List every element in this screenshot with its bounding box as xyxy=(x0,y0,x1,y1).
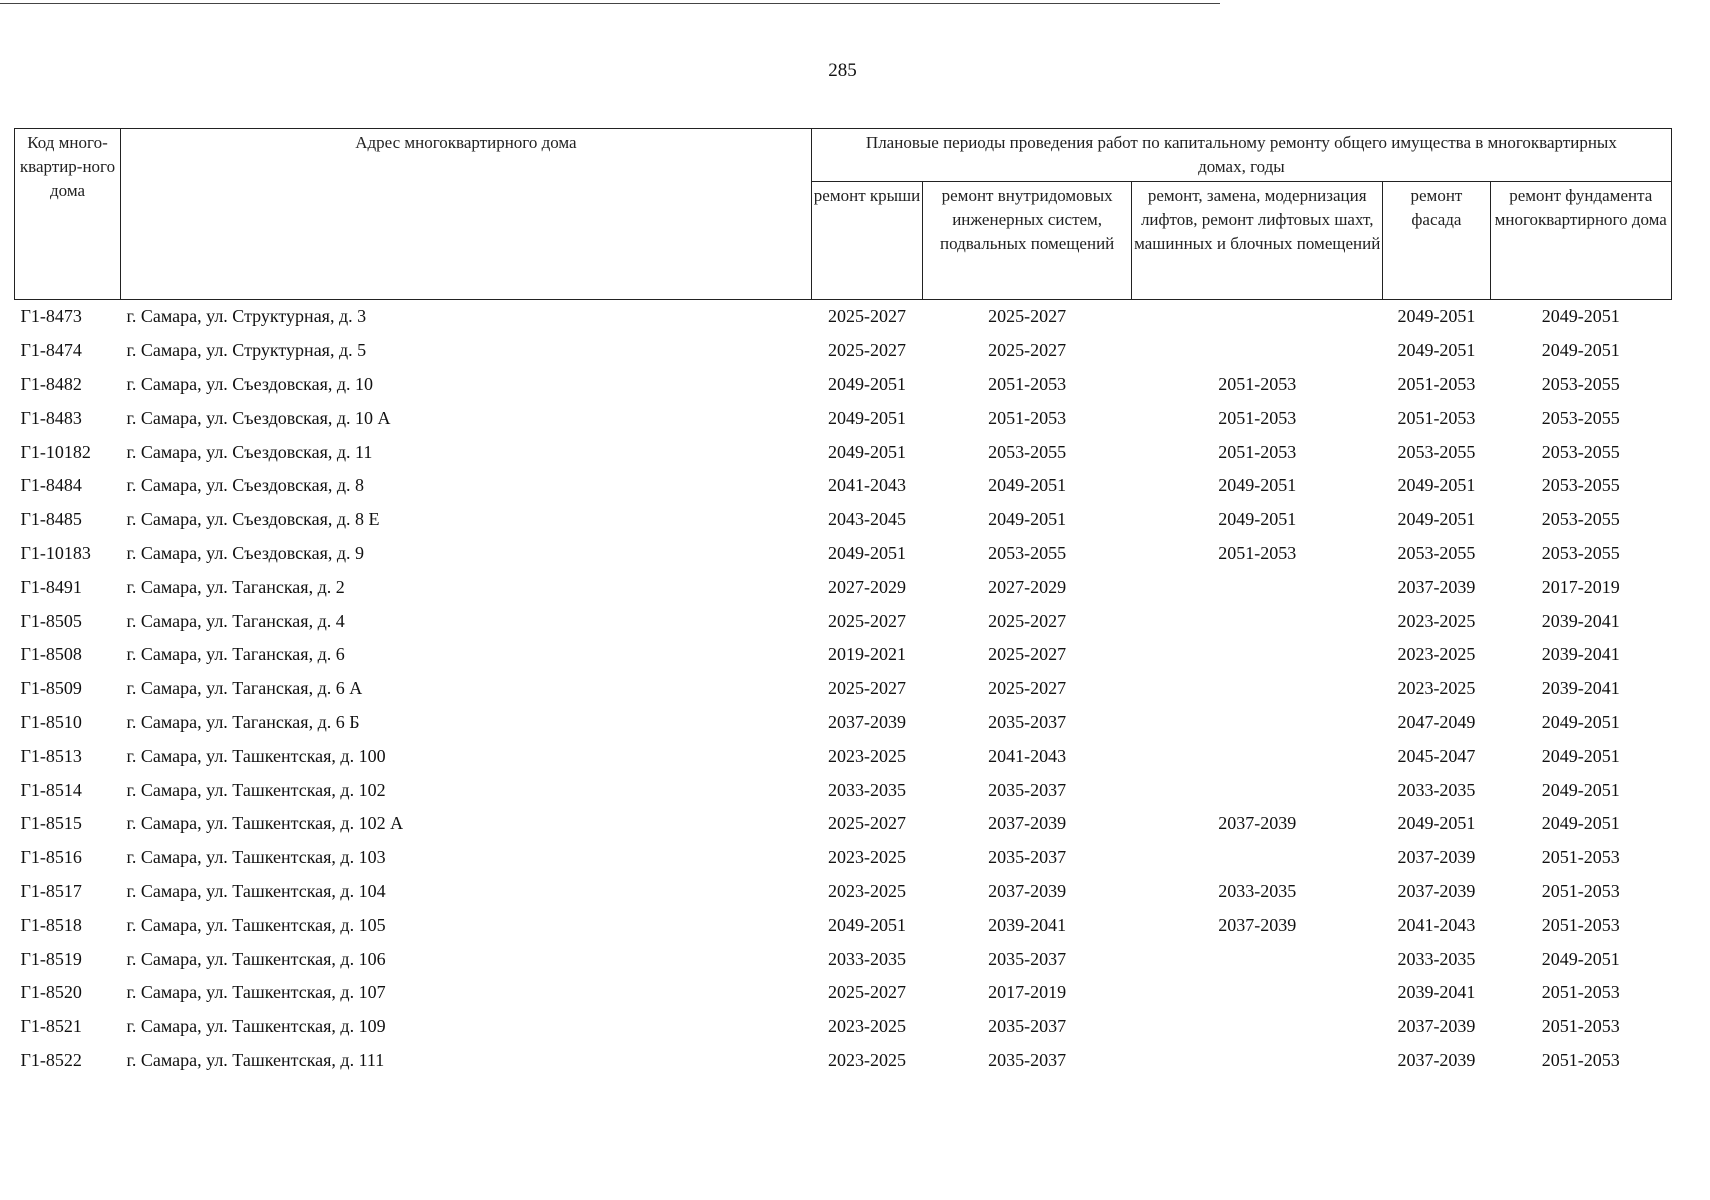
cell-facade: 2049-2051 xyxy=(1397,340,1476,361)
cell-address: г. Самара, ул. Съездовская, д. 10 xyxy=(126,373,374,394)
table-row xyxy=(15,942,1672,976)
cell-systems: 2025-2027 xyxy=(988,306,1067,327)
table-row xyxy=(15,807,1672,841)
cell-elevators xyxy=(1132,739,1383,773)
cell-code: Г1-8515 xyxy=(20,813,82,834)
cell-address: г. Самара, ул. Съездовская, д. 8 xyxy=(126,475,365,496)
cell-code: Г1-8485 xyxy=(20,509,82,530)
table-row xyxy=(15,334,1672,368)
cell-address: г. Самара, ул. Таганская, д. 6 Б xyxy=(126,711,360,732)
cell-code: Г1-8513 xyxy=(20,745,82,766)
cell-address: г. Самара, ул. Съездовская, д. 10 А xyxy=(126,407,391,428)
table-row xyxy=(15,638,1672,672)
cell-address: г. Самара, ул. Ташкентская, д. 100 xyxy=(126,745,386,766)
cell-foundation: 2053-2055 xyxy=(1541,475,1620,496)
table-row xyxy=(15,570,1672,604)
cell-roof: 2049-2051 xyxy=(828,373,907,394)
cell-foundation: 2049-2051 xyxy=(1541,813,1620,834)
cell-facade: 2049-2051 xyxy=(1397,306,1476,327)
cell-address: г. Самара, ул. Ташкентская, д. 102 А xyxy=(126,813,404,834)
cell-foundation: 2049-2051 xyxy=(1541,306,1620,327)
cell-roof: 2033-2035 xyxy=(828,779,907,800)
cell-elevators: 2051-2053 xyxy=(1218,542,1297,563)
cell-facade: 2037-2039 xyxy=(1397,1049,1476,1070)
cell-facade: 2023-2025 xyxy=(1397,610,1476,631)
cell-foundation: 2053-2055 xyxy=(1541,373,1620,394)
cell-elevators xyxy=(1132,773,1383,807)
cell-code: Г1-8491 xyxy=(20,576,82,597)
table-row xyxy=(15,875,1672,909)
cell-elevators xyxy=(1132,841,1383,875)
cell-foundation: 2049-2051 xyxy=(1541,340,1620,361)
cell-address: г. Самара, ул. Ташкентская, д. 111 xyxy=(126,1049,385,1070)
cell-code: Г1-8516 xyxy=(20,847,82,868)
cell-systems: 2027-2029 xyxy=(988,576,1067,597)
table-row xyxy=(15,300,1672,334)
cell-roof: 2037-2039 xyxy=(828,711,907,732)
cell-roof: 2033-2035 xyxy=(828,948,907,969)
cell-systems: 2037-2039 xyxy=(988,880,1067,901)
cell-facade: 2037-2039 xyxy=(1397,847,1476,868)
cell-roof: 2019-2021 xyxy=(828,644,907,665)
cell-code: Г1-8519 xyxy=(20,948,82,969)
cell-systems: 2051-2053 xyxy=(988,407,1067,428)
cell-address: г. Самара, ул. Ташкентская, д. 104 xyxy=(126,880,386,901)
cell-elevators xyxy=(1132,604,1383,638)
header-systems: ремонт внутридомовых инженерных систем, подвальных помещений xyxy=(923,182,1132,300)
cell-systems: 2037-2039 xyxy=(988,813,1067,834)
cell-foundation: 2039-2041 xyxy=(1541,610,1620,631)
cell-systems: 2049-2051 xyxy=(988,475,1067,496)
cell-elevators: 2051-2053 xyxy=(1218,441,1297,462)
cell-code: Г1-8518 xyxy=(20,914,82,935)
cell-systems: 2025-2027 xyxy=(988,644,1067,665)
cell-facade: 2045-2047 xyxy=(1397,745,1476,766)
table-row xyxy=(15,672,1672,706)
cell-roof: 2025-2027 xyxy=(828,678,907,699)
table-row xyxy=(15,976,1672,1010)
cell-elevators xyxy=(1132,942,1383,976)
cell-foundation: 2053-2055 xyxy=(1541,542,1620,563)
cell-elevators: 2049-2051 xyxy=(1218,509,1297,530)
cell-foundation: 2051-2053 xyxy=(1541,1049,1620,1070)
cell-systems: 2035-2037 xyxy=(988,1049,1067,1070)
table-row xyxy=(15,908,1672,942)
cell-foundation: 2051-2053 xyxy=(1541,982,1620,1003)
cell-foundation: 2039-2041 xyxy=(1541,678,1620,699)
table-row xyxy=(15,503,1672,537)
cell-facade: 2047-2049 xyxy=(1397,711,1476,732)
cell-systems: 2051-2053 xyxy=(988,373,1067,394)
cell-code: Г1-8510 xyxy=(20,711,82,732)
table-row xyxy=(15,401,1672,435)
cell-facade: 2037-2039 xyxy=(1397,576,1476,597)
cell-elevators xyxy=(1132,334,1383,368)
cell-systems: 2041-2043 xyxy=(988,745,1067,766)
cell-foundation: 2051-2053 xyxy=(1541,914,1620,935)
cell-elevators: 2037-2039 xyxy=(1218,914,1297,935)
table-row xyxy=(15,368,1672,402)
cell-roof: 2025-2027 xyxy=(828,306,907,327)
cell-foundation: 2049-2051 xyxy=(1541,711,1620,732)
cell-systems: 2017-2019 xyxy=(988,982,1067,1003)
cell-code: Г1-8514 xyxy=(20,779,82,800)
cell-foundation: 2049-2051 xyxy=(1541,745,1620,766)
cell-address: г. Самара, ул. Таганская, д. 2 xyxy=(126,576,345,597)
cell-elevators: 2033-2035 xyxy=(1218,880,1297,901)
cell-facade: 2039-2041 xyxy=(1397,982,1476,1003)
cell-roof: 2025-2027 xyxy=(828,982,907,1003)
cell-foundation: 2053-2055 xyxy=(1541,407,1620,428)
cell-elevators xyxy=(1132,638,1383,672)
table-row xyxy=(15,435,1672,469)
table-row xyxy=(15,469,1672,503)
cell-facade: 2051-2053 xyxy=(1397,407,1476,428)
cell-elevators xyxy=(1132,706,1383,740)
cell-facade: 2023-2025 xyxy=(1397,644,1476,665)
cell-elevators xyxy=(1132,300,1383,334)
cell-elevators: 2051-2053 xyxy=(1218,407,1297,428)
cell-code: Г1-8505 xyxy=(20,610,82,631)
cell-code: Г1-10182 xyxy=(20,441,91,462)
cell-facade: 2051-2053 xyxy=(1397,373,1476,394)
cell-systems: 2025-2027 xyxy=(988,340,1067,361)
table-row xyxy=(15,841,1672,875)
cell-systems: 2053-2055 xyxy=(988,441,1067,462)
cell-address: г. Самара, ул. Ташкентская, д. 106 xyxy=(126,948,386,969)
cell-code: Г1-8517 xyxy=(20,880,82,901)
table-row xyxy=(15,739,1672,773)
cell-address: г. Самара, ул. Ташкентская, д. 107 xyxy=(126,982,386,1003)
cell-elevators: 2037-2039 xyxy=(1218,813,1297,834)
cell-elevators: 2049-2051 xyxy=(1218,475,1297,496)
cell-facade: 2023-2025 xyxy=(1397,678,1476,699)
cell-facade: 2037-2039 xyxy=(1397,1016,1476,1037)
header-facade: ремонт фасада xyxy=(1383,182,1490,300)
cell-code: Г1-8473 xyxy=(20,306,82,327)
cell-roof: 2043-2045 xyxy=(828,509,907,530)
cell-roof: 2023-2025 xyxy=(828,1049,907,1070)
cell-facade: 2041-2043 xyxy=(1397,914,1476,935)
cell-foundation: 2053-2055 xyxy=(1541,509,1620,530)
header-address: Адрес многоквартирного дома xyxy=(121,129,812,300)
cell-code: Г1-8520 xyxy=(20,982,82,1003)
cell-address: г. Самара, ул. Ташкентская, д. 103 xyxy=(126,847,386,868)
cell-address: г. Самара, ул. Съездовская, д. 9 xyxy=(126,542,365,563)
cell-foundation: 2051-2053 xyxy=(1541,847,1620,868)
page-number: 285 xyxy=(828,60,857,81)
cell-address: г. Самара, ул. Таганская, д. 6 А xyxy=(126,678,363,699)
header-periods-group: Плановые периоды проведения работ по капитальному ремонту общего имущества в многоквартирных домах, годы xyxy=(811,129,1671,182)
cell-elevators xyxy=(1132,976,1383,1010)
cell-code: Г1-8508 xyxy=(20,644,82,665)
cell-roof: 2023-2025 xyxy=(828,745,907,766)
cell-address: г. Самара, ул. Ташкентская, д. 102 xyxy=(126,779,386,800)
cell-code: Г1-8509 xyxy=(20,678,82,699)
header-foundation: ремонт фундамента многоквартирного дома xyxy=(1490,182,1672,300)
cell-foundation: 2049-2051 xyxy=(1541,779,1620,800)
repair-schedule-table xyxy=(14,128,1672,1077)
table-row xyxy=(15,1044,1672,1078)
cell-foundation: 2053-2055 xyxy=(1541,441,1620,462)
cell-foundation: 2051-2053 xyxy=(1541,1016,1620,1037)
cell-systems: 2035-2037 xyxy=(988,948,1067,969)
cell-facade: 2033-2035 xyxy=(1397,948,1476,969)
cell-code: Г1-8482 xyxy=(20,373,82,394)
cell-facade: 2049-2051 xyxy=(1397,509,1476,530)
cell-address: г. Самара, ул. Структурная, д. 5 xyxy=(126,340,367,361)
cell-facade: 2037-2039 xyxy=(1397,880,1476,901)
cell-roof: 2023-2025 xyxy=(828,880,907,901)
cell-roof: 2025-2027 xyxy=(828,340,907,361)
cell-roof: 2023-2025 xyxy=(828,847,907,868)
cell-address: г. Самара, ул. Таганская, д. 6 xyxy=(126,644,345,665)
cell-address: г. Самара, ул. Структурная, д. 3 xyxy=(126,306,367,327)
cell-roof: 2049-2051 xyxy=(828,542,907,563)
cell-facade: 2053-2055 xyxy=(1397,542,1476,563)
cell-elevators xyxy=(1132,1010,1383,1044)
header-roof: ремонт крыши xyxy=(811,182,922,300)
table-row xyxy=(15,604,1672,638)
table-row xyxy=(15,1010,1672,1044)
cell-facade: 2049-2051 xyxy=(1397,475,1476,496)
table-row xyxy=(15,537,1672,571)
cell-systems: 2035-2037 xyxy=(988,1016,1067,1037)
cell-roof: 2041-2043 xyxy=(828,475,907,496)
cell-code: Г1-8521 xyxy=(20,1016,82,1037)
cell-roof: 2049-2051 xyxy=(828,407,907,428)
cell-foundation: 2049-2051 xyxy=(1541,948,1620,969)
cell-systems: 2035-2037 xyxy=(988,779,1067,800)
cell-facade: 2033-2035 xyxy=(1397,779,1476,800)
cell-code: Г1-8522 xyxy=(20,1049,82,1070)
cell-address: г. Самара, ул. Ташкентская, д. 105 xyxy=(126,914,386,935)
cell-systems: 2049-2051 xyxy=(988,509,1067,530)
cell-roof: 2049-2051 xyxy=(828,914,907,935)
cell-elevators xyxy=(1132,1044,1383,1078)
cell-code: Г1-8484 xyxy=(20,475,82,496)
cell-roof: 2025-2027 xyxy=(828,610,907,631)
cell-roof: 2023-2025 xyxy=(828,1016,907,1037)
cell-facade: 2053-2055 xyxy=(1397,441,1476,462)
cell-address: г. Самара, ул. Ташкентская, д. 109 xyxy=(126,1016,386,1037)
table-row xyxy=(15,773,1672,807)
header-code: Код много-квартир-ного дома xyxy=(15,129,121,300)
cell-code: Г1-8474 xyxy=(20,340,82,361)
cell-address: г. Самара, ул. Таганская, д. 4 xyxy=(126,610,345,631)
cell-systems: 2039-2041 xyxy=(988,914,1067,935)
cell-systems: 2035-2037 xyxy=(988,847,1067,868)
cell-foundation: 2051-2053 xyxy=(1541,880,1620,901)
cell-address: г. Самара, ул. Съездовская, д. 8 Е xyxy=(126,509,380,530)
cell-systems: 2025-2027 xyxy=(988,678,1067,699)
cell-roof: 2025-2027 xyxy=(828,813,907,834)
cell-systems: 2025-2027 xyxy=(988,610,1067,631)
cell-code: Г1-10183 xyxy=(20,542,91,563)
cell-elevators xyxy=(1132,570,1383,604)
table-body xyxy=(15,300,1672,1078)
cell-systems: 2035-2037 xyxy=(988,711,1067,732)
header-elevators: ремонт, замена, модернизация лифтов, ремонт лифтовых шахт, машинных и блочных помещений xyxy=(1132,182,1383,300)
top-border-line xyxy=(0,3,1220,4)
cell-address: г. Самара, ул. Съездовская, д. 11 xyxy=(126,441,373,462)
cell-foundation: 2039-2041 xyxy=(1541,644,1620,665)
table-row xyxy=(15,706,1672,740)
cell-roof: 2027-2029 xyxy=(828,576,907,597)
cell-code: Г1-8483 xyxy=(20,407,82,428)
cell-elevators: 2051-2053 xyxy=(1218,373,1297,394)
cell-foundation: 2017-2019 xyxy=(1541,576,1620,597)
cell-roof: 2049-2051 xyxy=(828,441,907,462)
cell-facade: 2049-2051 xyxy=(1397,813,1476,834)
cell-elevators xyxy=(1132,672,1383,706)
cell-systems: 2053-2055 xyxy=(988,542,1067,563)
